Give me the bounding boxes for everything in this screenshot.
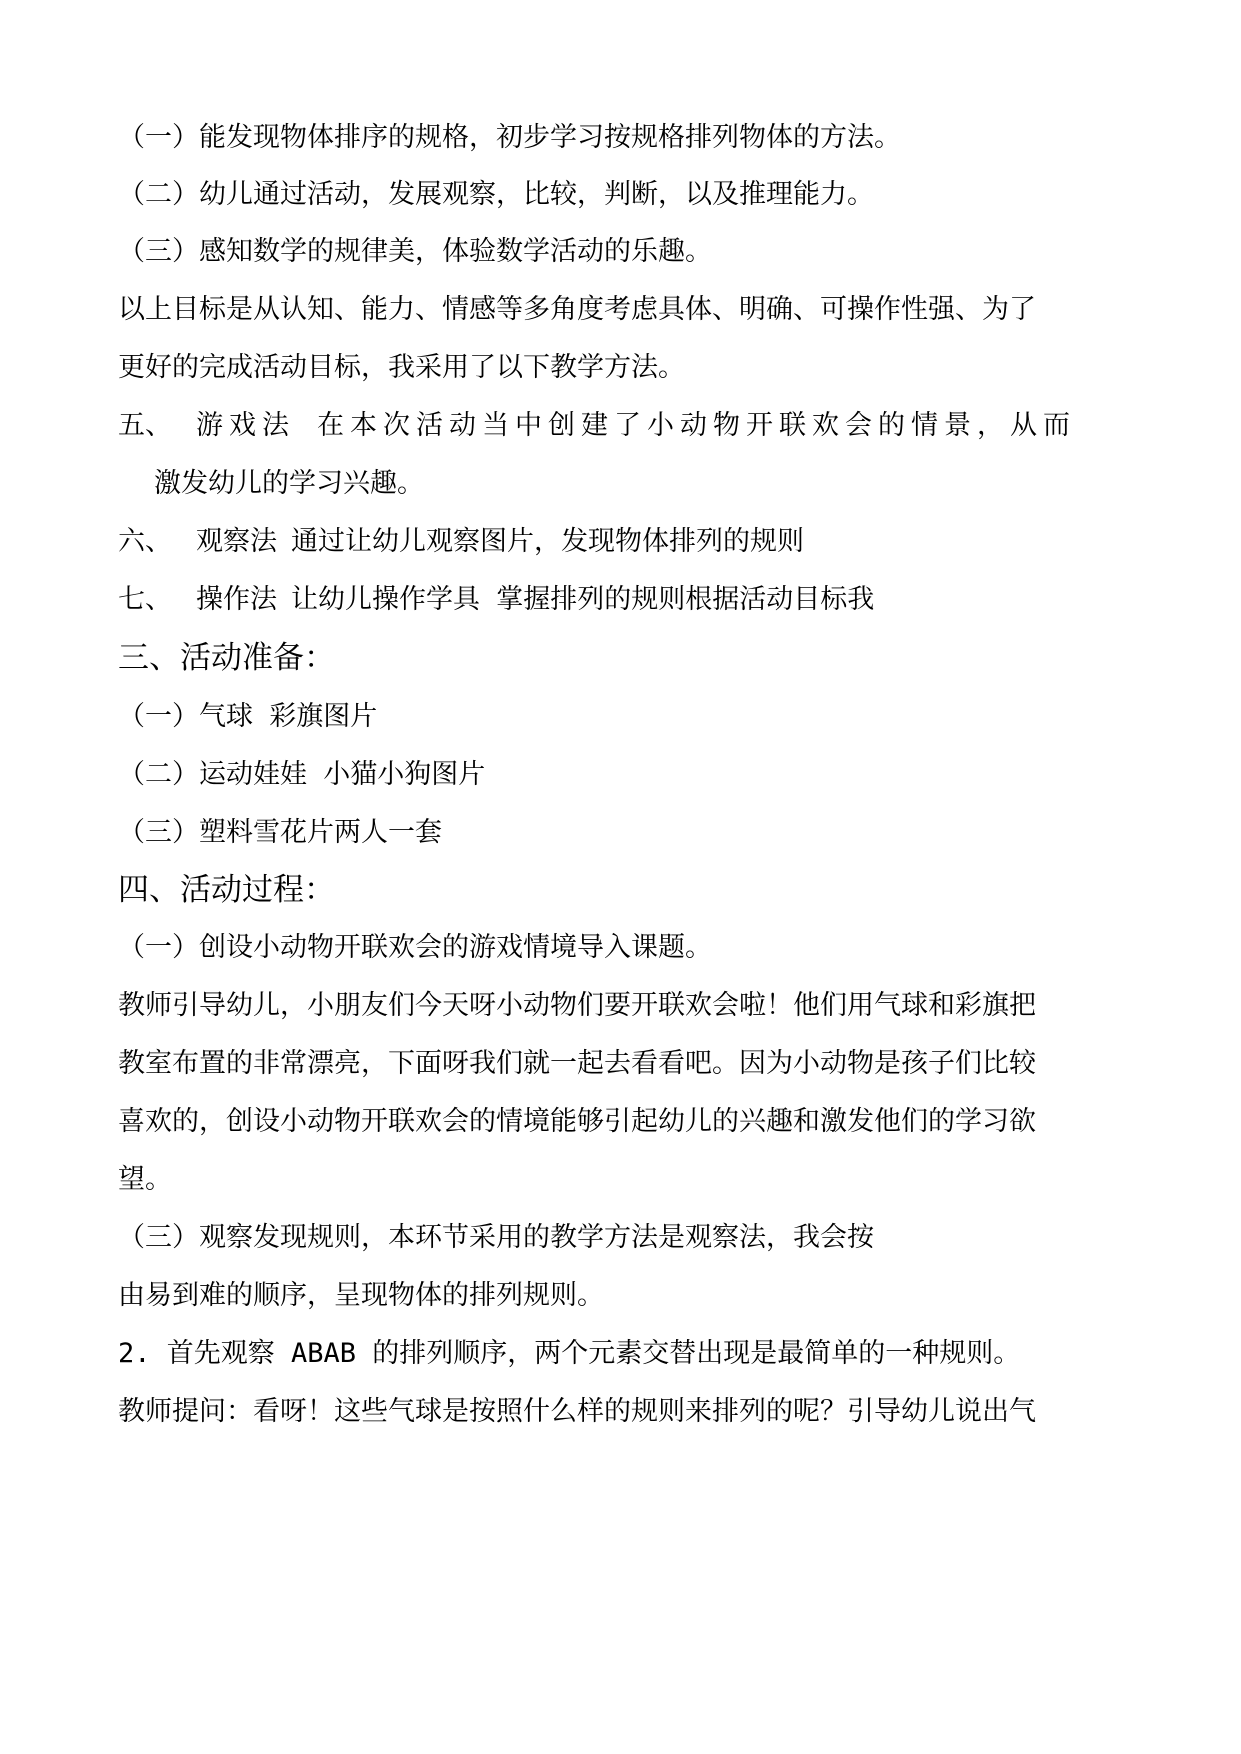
goal-2: （二）幼儿通过活动，发展观察，比较，判断，以及推理能力。 [118,179,874,210]
method-description: 通过让幼儿观察图片，发现物体排列的规则 [291,526,804,557]
process-item-2: 2. 首先观察 ABAB 的排列顺序，两个元素交替出现是最简单的一种规则。 [118,1338,1021,1369]
goal-1: （一）能发现物体排序的规格，初步学习按规格排列物体的方法。 [118,122,901,153]
method-description: 让幼儿操作学具 掌握排列的规则根据活动目标我 [291,584,875,615]
process-step-1: （一）创设小动物开联欢会的游戏情境导入课题。 [118,932,712,963]
method-name: 操作法 [196,584,277,615]
process-paragraph-line: 教师引导幼儿，小朋友们今天呀小动物们要开联欢会啦！他们用气球和彩旗把 [118,990,1036,1021]
prep-item-3: （三）塑料雪花片两人一套 [118,817,442,848]
process-paragraph-line: 望。 [118,1164,172,1195]
section-heading-process: 四、活动过程： [118,872,335,908]
goals-summary-line-1: 以上目标是从认知、能力、情感等多角度考虑具体、明确、可操作性强、为了 [118,294,1036,325]
method-operate [118,580,874,620]
teacher-question: 教师提问：看呀！这些气球是按照什么样的规则来排列的呢？引导幼儿说出气 [118,1396,1036,1427]
process-step-3-line-1: （三）观察发现规则，本环节采用的教学方法是观察法，我会按 [118,1222,874,1253]
goal-3: （三）感知数学的规律美，体验数学活动的乐趣。 [118,236,712,267]
method-game-continuation: 激发幼儿的学习兴趣。 [154,468,424,499]
method-number: 六、 [118,526,172,557]
method-game [118,406,1076,446]
method-number: 五、 [118,410,172,441]
prep-item-1: （一）气球 彩旗图片 [118,701,378,732]
process-paragraph-line: 教室布置的非常漂亮，下面呀我们就一起去看看吧。因为小动物是孩子们比较 [118,1048,1036,1079]
method-description: 在本次活动当中创建了小动物开联欢会的情景，从而 [317,410,1076,441]
section-heading-prep: 三、活动准备： [118,640,335,676]
method-name: 观察法 [196,526,277,557]
method-number: 七、 [118,584,172,615]
prep-item-2: （二）运动娃娃 小猫小狗图片 [118,759,486,790]
method-observe [118,522,804,562]
method-name: 游戏法 [196,410,295,441]
process-step-3-line-2: 由易到难的顺序，呈现物体的排列规则。 [118,1280,604,1311]
goals-summary-line-2: 更好的完成活动目标，我采用了以下教学方法。 [118,352,685,383]
process-paragraph-line: 喜欢的，创设小动物开联欢会的情境能够引起幼儿的兴趣和激发他们的学习欲 [118,1106,1036,1137]
